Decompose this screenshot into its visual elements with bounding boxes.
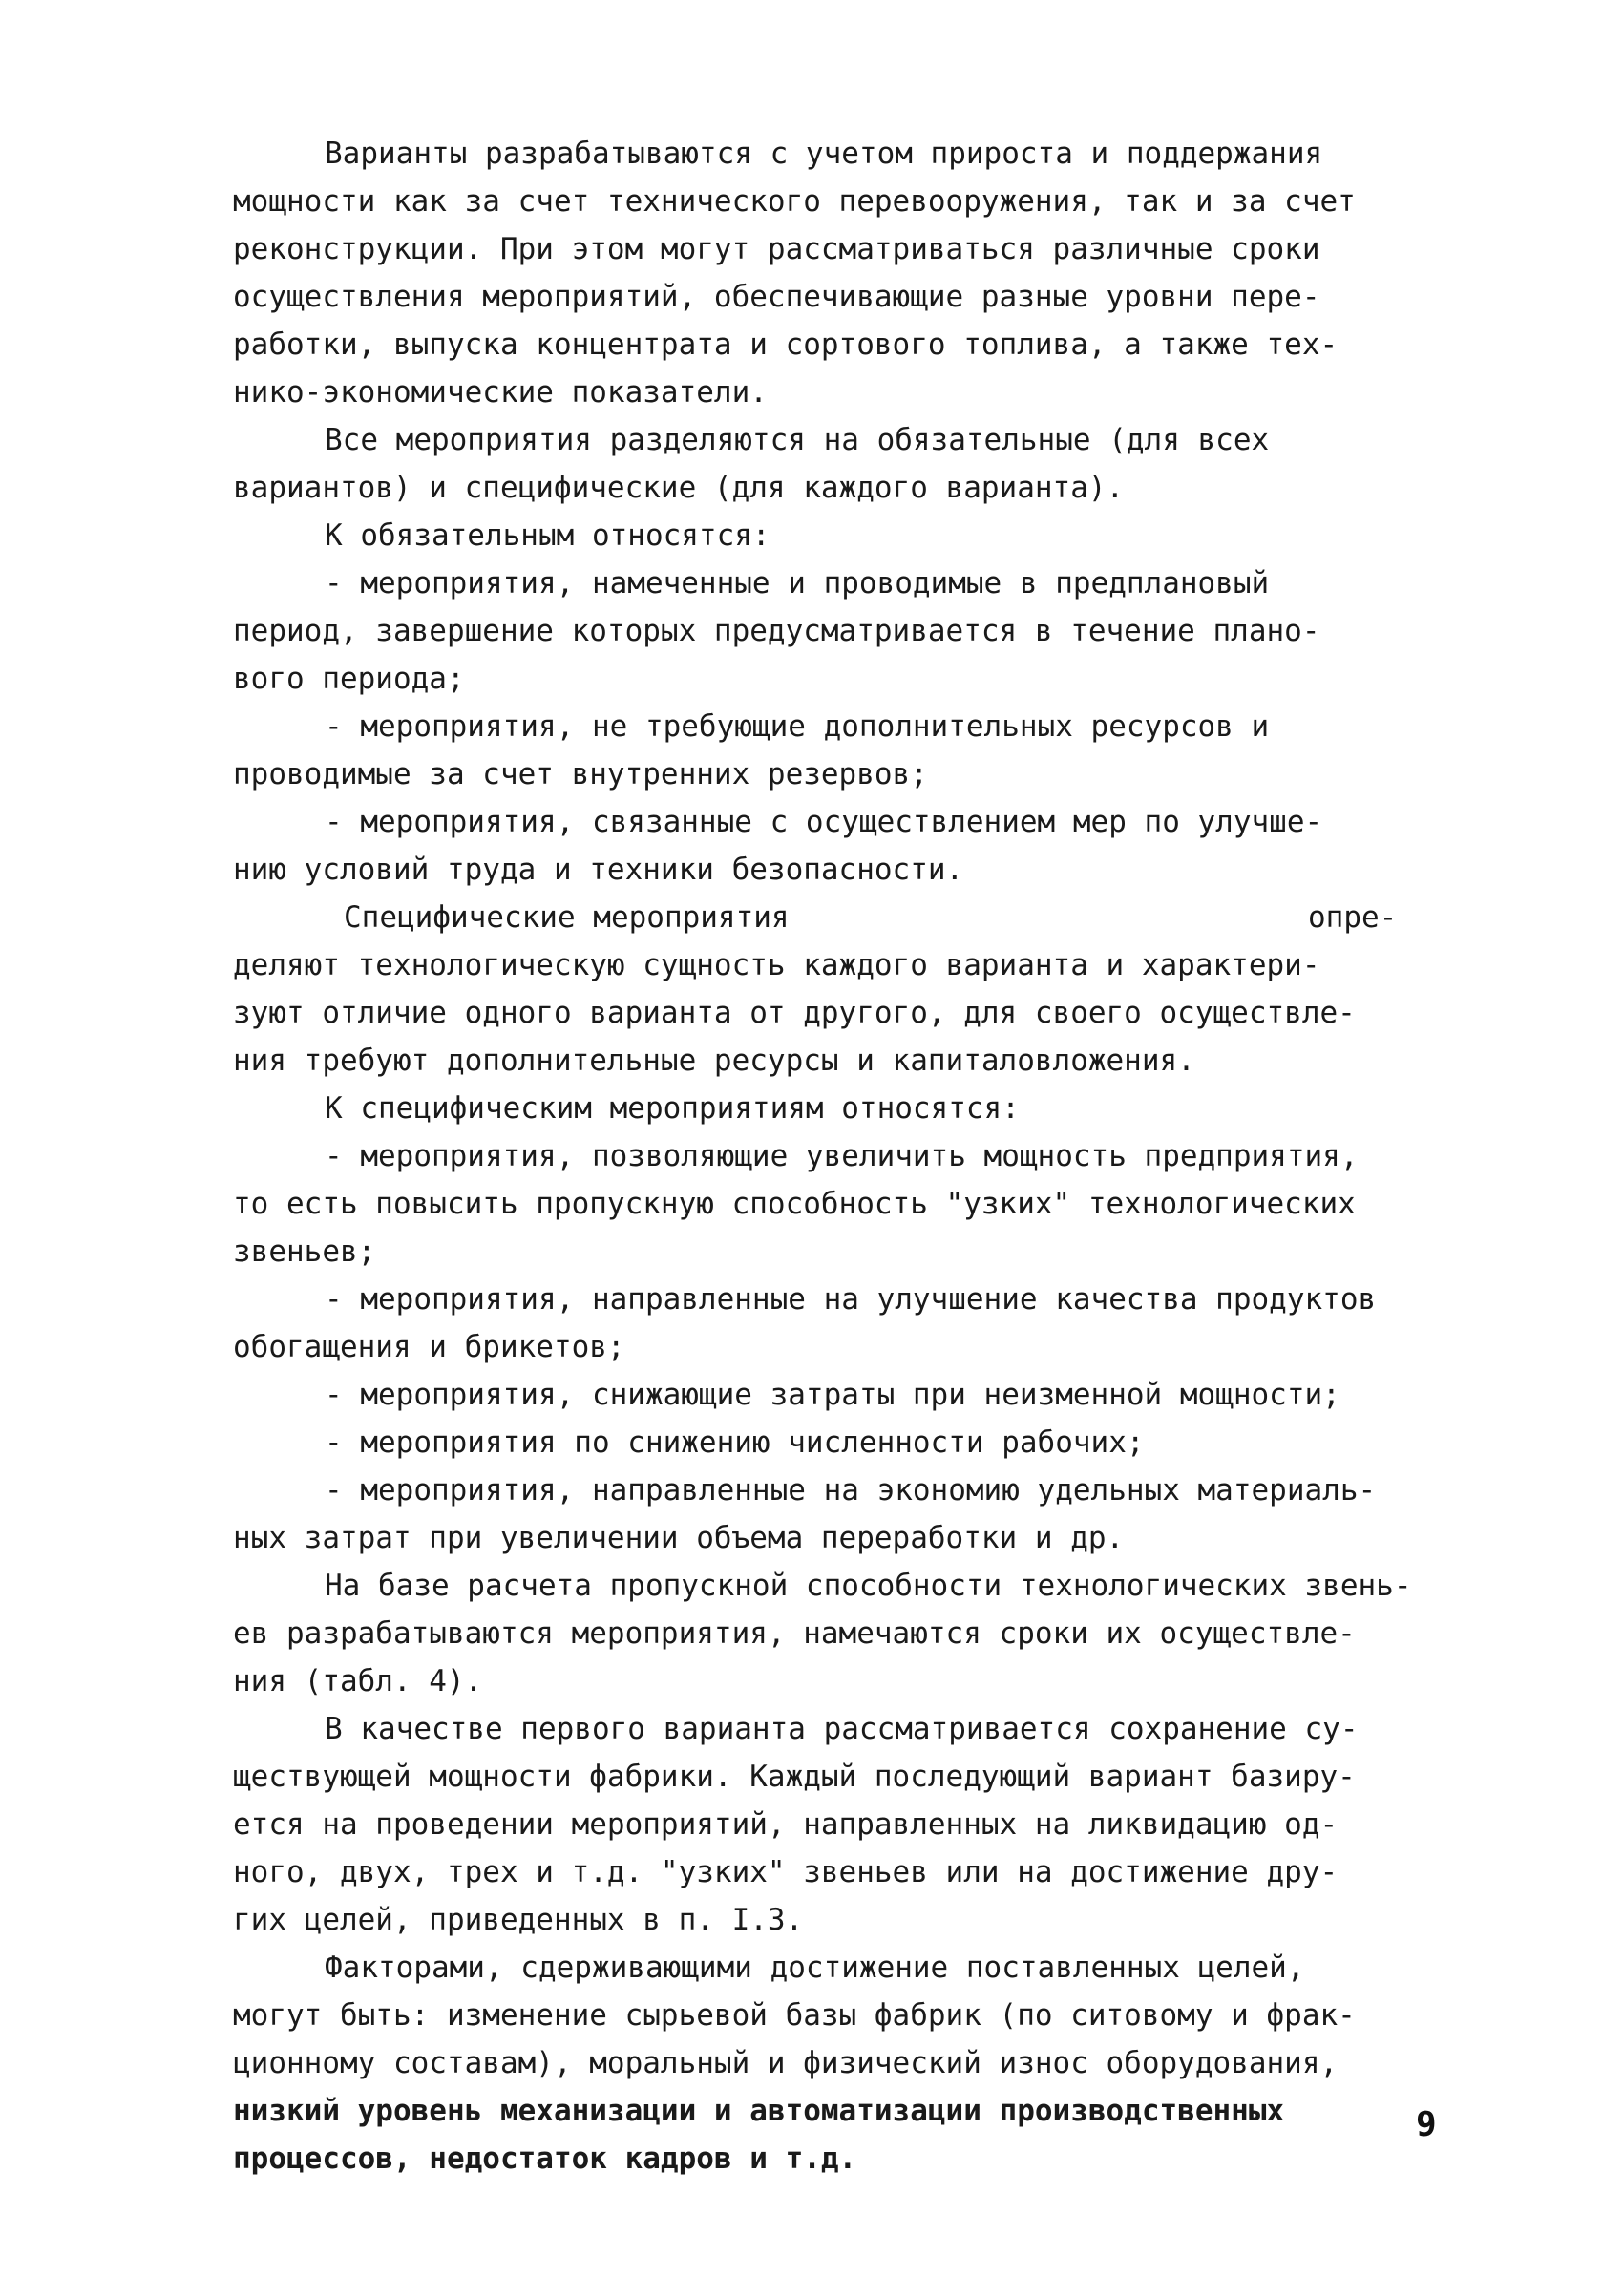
text-line: В качестве первого варианта рассматривается сохранение су- [325, 1712, 1359, 1746]
text-line: вариантов) и специфические (для каждого варианта). [233, 471, 1125, 505]
text-line: ного, двух, трех и т.д. "узких" звеньев или на достижение дру- [233, 1855, 1339, 1889]
text-line: ев разрабатываются мероприятия, намечаются сроки их осуществле- [233, 1616, 1356, 1651]
text-line: проводимые за счет внутренних резервов; [233, 757, 928, 791]
text-line: процессов, недостаток кадров и т.д. [233, 2141, 857, 2176]
text-line: К специфическим мероприятиям относятся: [325, 1091, 1020, 1126]
text-line: ционному составам), моральный и физический износ оборудования, [233, 2046, 1339, 2080]
text-line: Факторами, сдерживающими достижение поставленных целей, [325, 1951, 1305, 1985]
text-line: Специфические мероприятия [344, 900, 790, 935]
text-line: зуют отличие одного варианта от другого, для своего осуществле- [233, 996, 1356, 1030]
text-line: осуществления мероприятий, обеспечивающие разные уровни пере- [233, 280, 1320, 314]
text-line: низкий уровень механизации и автоматизации производственных [233, 2094, 1285, 2128]
text-line: - мероприятия, позволяющие увеличить мощность предприятия, [325, 1139, 1359, 1173]
text-line: - мероприятия, не требующие дополнительных ресурсов и [325, 709, 1270, 744]
text-line: ществующей мощности фабрики. Каждый последующий вариант базиру- [233, 1760, 1356, 1794]
text-line: - мероприятия, направленные на улучшение качества продуктов [325, 1282, 1377, 1317]
text-line: ных затрат при увеличении объема переработки и др. [233, 1521, 1125, 1555]
text-line: то есть повысить пропускную способность "узких" технологических [233, 1187, 1356, 1221]
text-line: нию условий труда и техники безопасности. [233, 853, 964, 887]
text-line: - мероприятия, связанные с осуществлением мер по улучше- [325, 805, 1323, 839]
text-line: деляют технологическую сущность каждого варианта и характери- [233, 948, 1320, 982]
text-line: Варианты разрабатываются с учетом прироста и поддержания [325, 137, 1323, 171]
text-line: реконструкции. При этом могут рассматриваться различные сроки [233, 232, 1320, 266]
text-line: опре- [1308, 900, 1398, 935]
text-line: К обязательным относятся: [325, 518, 770, 553]
text-line: гих целей, приведенных в п. I.3. [233, 1903, 804, 1937]
text-line: мощности как за счет технического перевооружения, так и за счет [233, 184, 1356, 219]
text-line: вого периода; [233, 662, 465, 696]
text-line: На базе расчета пропускной способности технологических звень- [325, 1569, 1412, 1603]
text-line: - мероприятия, направленные на экономию удельных материаль- [325, 1473, 1377, 1508]
text-line: работки, выпуска концентрата и сортового топлива, а также тех- [233, 327, 1339, 362]
text-line: могут быть: изменение сырьевой базы фабрик (по ситовому и фрак- [233, 1998, 1356, 2033]
text-line: Все мероприятия разделяются на обязательные (для всех [325, 423, 1270, 457]
text-line: звеньев; [233, 1234, 376, 1269]
text-line: нико-экономические показатели. [233, 375, 768, 410]
page-number: 9 [1416, 2105, 1437, 2144]
text-line: - мероприятия по снижению численности рабочих; [325, 1425, 1145, 1460]
text-line: период, завершение которых предусматривается в течение плано- [233, 614, 1320, 648]
text-line: - мероприятия, намеченные и проводимые в предплановый [325, 566, 1270, 601]
text-line: - мероприятия, снижающие затраты при неизменной мощности; [325, 1378, 1340, 1412]
text-line: ния (табл. 4). [233, 1664, 483, 1698]
text-line: обогащения и брикетов; [233, 1330, 625, 1364]
text-line: ния требуют дополнительные ресурсы и капиталовложения. [233, 1044, 1195, 1078]
text-line: ется на проведении мероприятий, направленных на ликвидацию од- [233, 1807, 1339, 1842]
